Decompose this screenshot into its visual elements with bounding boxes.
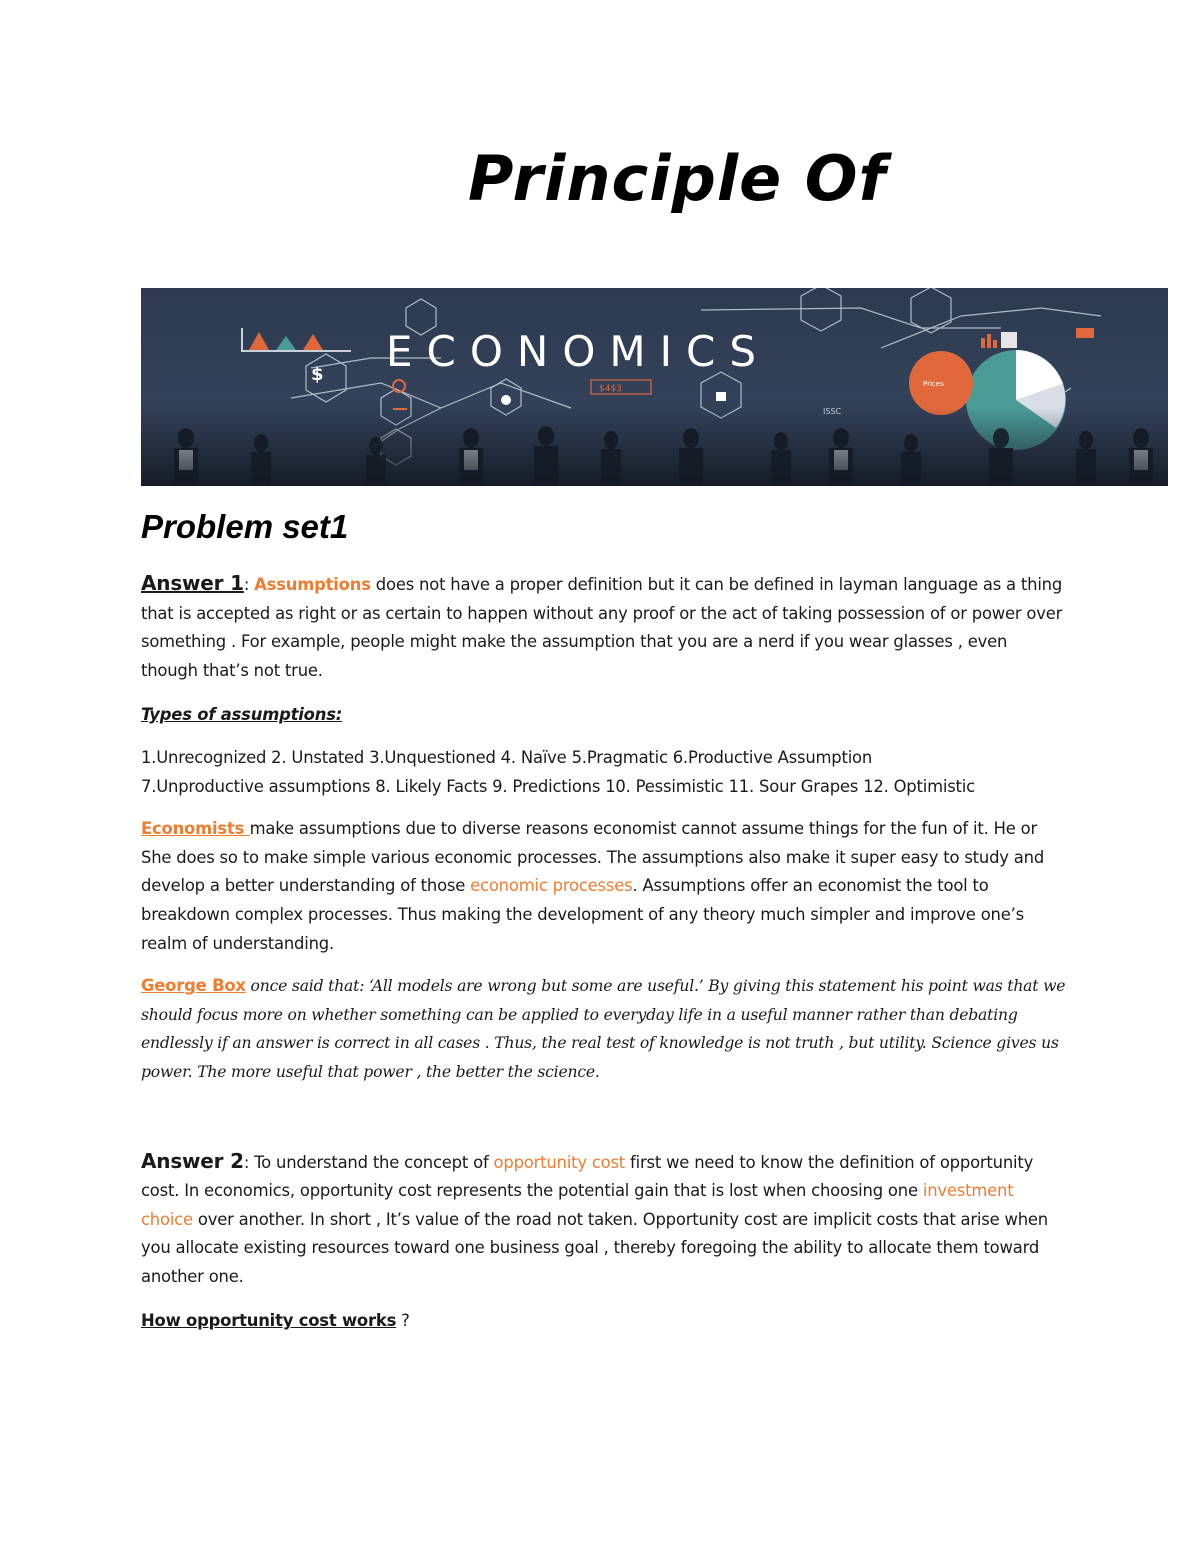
banner-word: ECONOMICS (386, 327, 771, 376)
types-heading (141, 701, 1066, 730)
banner-label-3: Prices (923, 380, 944, 388)
investment-choice-keyword: investment choice (141, 1181, 1014, 1229)
answer2-sep: : (243, 1152, 255, 1172)
answer2-paragraph (141, 1147, 1066, 1292)
lock-icon (716, 392, 726, 401)
section-title: Problem set1 (141, 508, 349, 545)
economics-banner-image (141, 288, 1168, 486)
mini-chart-icon (241, 328, 351, 352)
page-title: Principle Of (468, 142, 887, 215)
how-works-heading-text: How opportunity cost works (141, 1311, 397, 1331)
dollar-icon: $ (311, 364, 324, 385)
quote-paragraph (141, 972, 1066, 1086)
bar-chart-icon (981, 328, 1094, 348)
types-heading-text: Types of assumptions: (141, 705, 343, 725)
answer1-sep: : (243, 575, 250, 594)
answer2-label: Answer 2 (141, 1148, 244, 1173)
answer1-label: Answer 1 (141, 571, 244, 595)
answer2-text-2: first we need to know the definition of opportunity cost. In economics, opportunity cost represents the potential gain that is lost when choosing one (141, 1152, 1034, 1201)
types-line-1: 1.Unrecognized 2. Unstated 3.Unquestioned 4. Naïve 5.Pragmatic 6.Productive Assumption (141, 747, 873, 767)
how-works-suffix: ? (396, 1311, 410, 1331)
answer1-text: does not have a proper definition but it can be defined in layman language as a thing that is accepted as right or as certain to happen without any proof or the act of taking possession of or power over something . For example, people might make the assumption that you are a nerd if you wear glasses , even though that’s not true. (141, 575, 1063, 680)
answer2-text-3: over another. In short , It’s value of the road not taken. Opportunity cost are implicit costs that arise when you allocate existing resources toward one business goal , thereby foregoing the ability to allocate them toward another one. (141, 1209, 1048, 1286)
economists-text-1: make assumptions due to diverse reasons economist cannot assume things for the fun of it. He or She does so to make simple various economic processes. The assumptions also make it super easy to study and develop a better understanding of those (141, 819, 1045, 896)
search-icon (501, 395, 511, 405)
answer2-text-1: To understand the concept of (254, 1152, 494, 1172)
banner-label-1: $4$3 (599, 384, 622, 394)
answer1-paragraph (141, 569, 1066, 685)
economists-link[interactable]: Economists (141, 819, 250, 839)
opportunity-cost-keyword: opportunity cost (493, 1152, 626, 1172)
economic-processes-keyword: economic processes (470, 876, 633, 896)
quote-text: once said that: ‘All models are wrong but some are useful.’ By giving this statement his point was that we should focus more on whether something can be applied to everyday life in a useful manner rather than debating endlessly if an answer is correct in all cases . Thus, the real test of knowledge is not truth , but utility. Science gives us power. The more useful that power , the better the science. (141, 977, 1066, 1081)
assumptions-keyword: Assumptions (254, 575, 371, 594)
george-box-link[interactable]: George Box (141, 976, 246, 996)
document-body (141, 505, 1066, 1336)
economists-paragraph (141, 815, 1066, 958)
how-works-heading (141, 1307, 1066, 1336)
banner-illustration (141, 288, 1168, 486)
types-line-2: 7.Unproductive assumptions 8. Likely Facts 9. Predictions 10. Pessimistic 11. Sour Grapes 12. Optimistic (141, 776, 975, 796)
economists-text-2: . Assumptions offer an economist the tool to breakdown complex processes. Thus making the development of any theory much simpler and improve one’s realm of understanding. (141, 876, 1024, 953)
